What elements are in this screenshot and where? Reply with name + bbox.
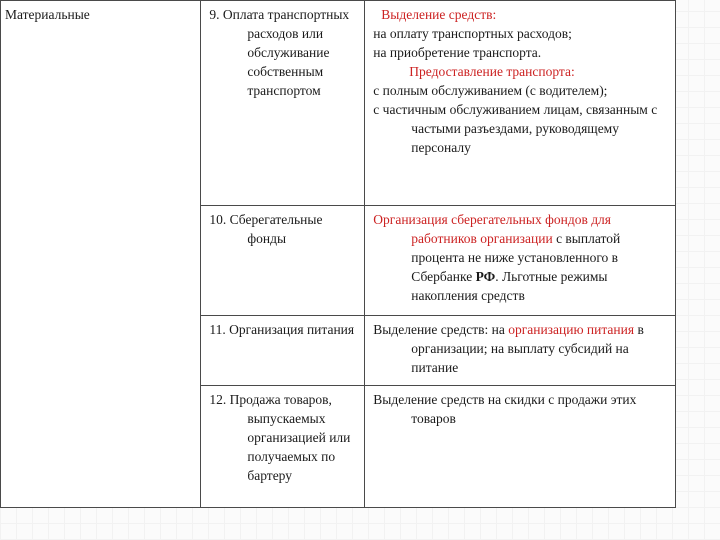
description-text [373,210,667,305]
desc-highlight: Организация сберегательных фондов для работников организации [373,212,612,246]
desc-line: с частичным обслуживанием лицам, связанным с частыми разъездами, руководящему персоналу [373,102,658,155]
desc-highlight: организацию питания [508,322,635,337]
desc-heading: Выделение средств: [381,7,497,22]
desc-text: с выплатой процента не ниже установленного в Сбербанке [411,231,621,284]
item-cell [201,206,365,316]
item-cell [201,1,365,206]
item-label: 12. Продажа товаров, выпускаемых организацией или получаемых по бартеру [209,392,351,483]
desc-text: . Льготные режимы накопления средств [411,269,608,303]
category-label: Материальные [5,7,90,22]
item-cell [201,316,365,386]
desc-line: с полным обслуживанием (с водителем); [373,83,608,98]
item-label: 11. Организация питания [209,322,355,337]
desc-text: в организации; на выплату субсидий на питание [411,322,644,375]
description-text [373,320,667,377]
description-cell [365,386,676,508]
description-cell [365,316,676,386]
item-cell [201,386,365,508]
category-cell [1,1,201,508]
item-label: 10. Сберегательные фонды [209,212,323,246]
desc-line: на оплату транспортных расходов; [373,26,572,41]
desc-heading: Предоставление транспорта: [409,64,575,79]
description-text: Выделение средств на скидки с продажи этих товаров [373,392,637,426]
desc-bold: РФ [475,269,496,284]
desc-text: Выделение средств: на [373,322,509,337]
description-cell [365,1,676,206]
table-row [1,1,676,206]
item-label: 9. Оплата транспортных расходов или обслуживание собственным транспортом [209,7,350,98]
desc-line: на приобретение транспорта. [373,45,542,60]
description-cell [365,206,676,316]
